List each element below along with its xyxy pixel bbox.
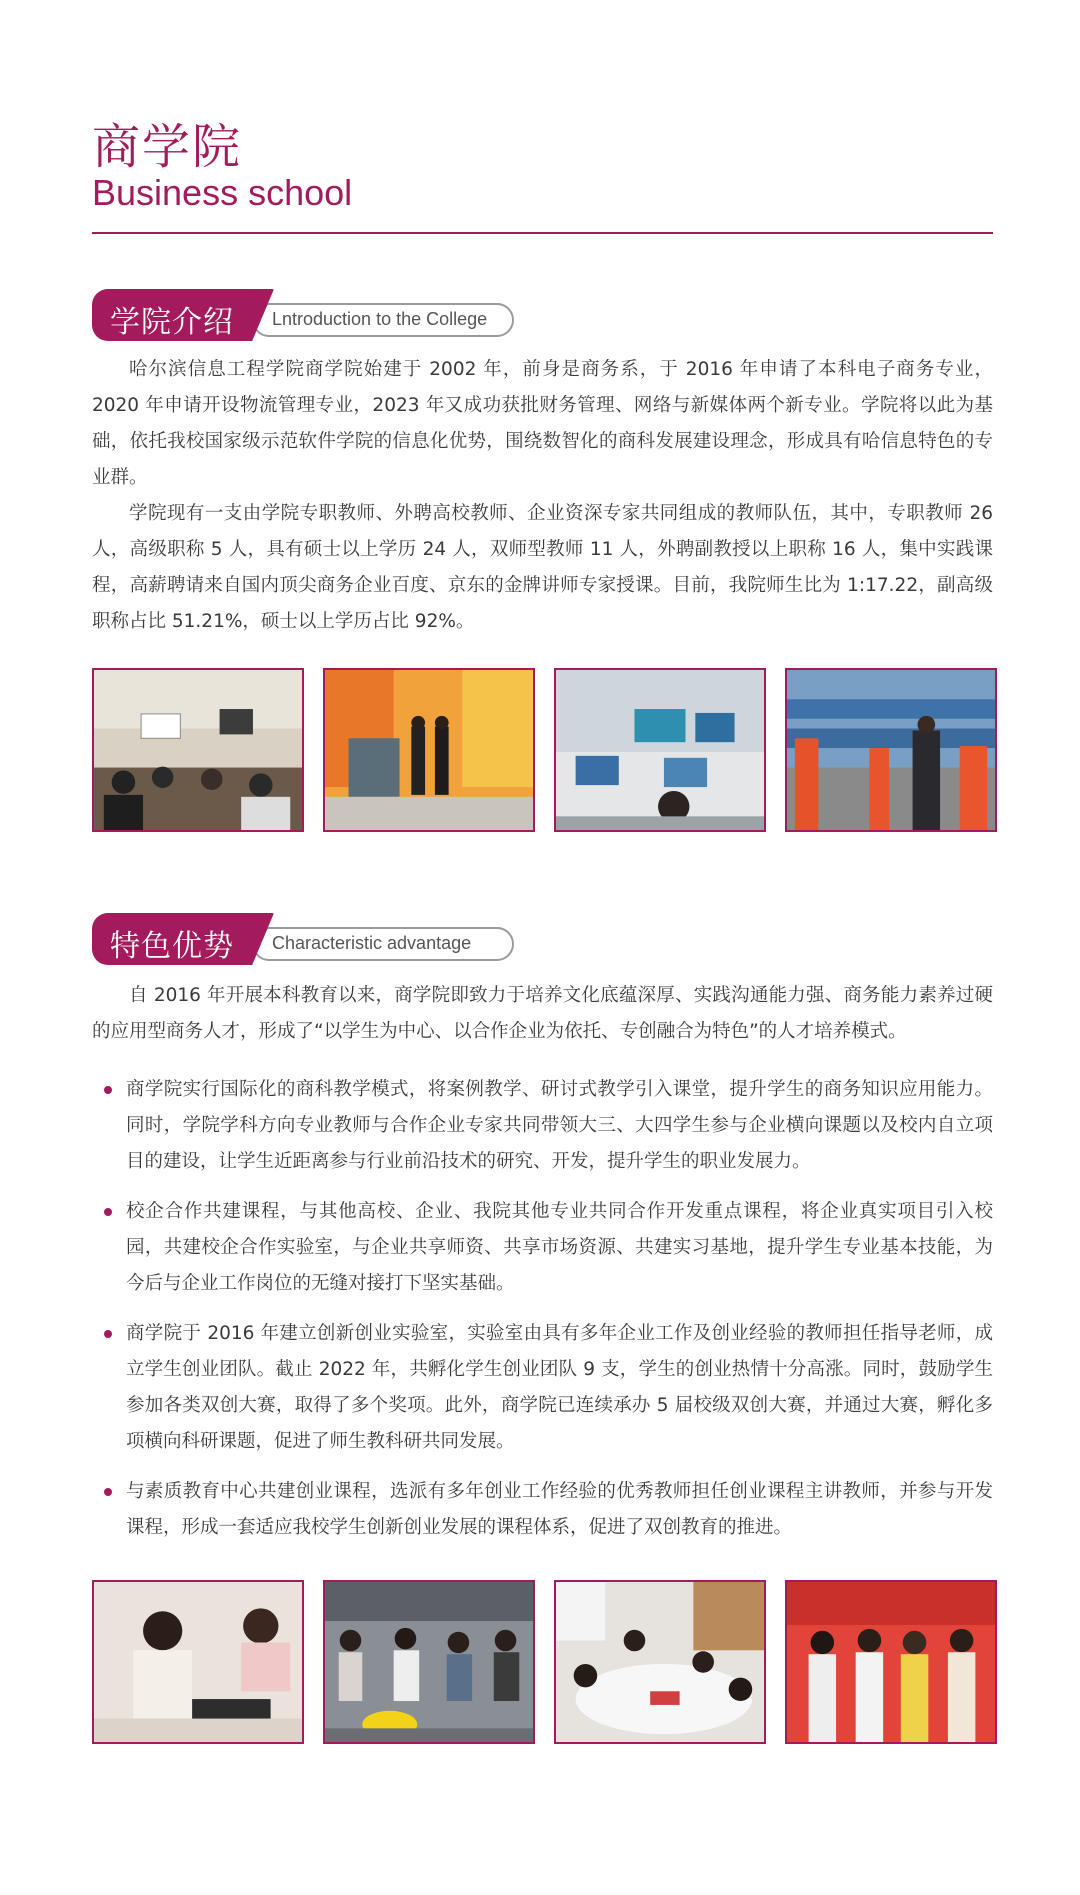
- advantage-lead-paragraph: 自 2016 年开展本科教育以来，商学院即致力于培养文化底蕴深厚、实践沟通能力强、商务能力素养过硬的应用型商务人才，形成了“以学生为中心、以合作企业为依托、专创融合为特色”的人才培养模式。: [92, 985, 993, 1042]
- advantage-bullet-item: [92, 1474, 993, 1546]
- section-tag-en-label: Lntroduction to the College: [272, 309, 488, 329]
- page-title-zh: 商学院: [92, 119, 243, 175]
- advantage-photo-row: [92, 1580, 1000, 1744]
- group-study-photo: [554, 1580, 766, 1744]
- bullet-text: 与素质教育中心共建创业课程，选派有多年创业工作经验的优秀教师担任创业课程主讲教师，并参与开发课程，形成一套适应我校学生创新创业发展的课程体系，促进了双创教育的推进。: [126, 1481, 993, 1538]
- bullet-text: 校企合作共建课程，与其他高校、企业、我院其他专业共同合作开发重点课程，将企业真实项目引入校园，共建校企合作实验室，与企业共享师资、共享市场资源、共建实习基地，提升学生专业基本技能，为今后与企业工作岗位的无缝对接打下坚实基础。: [126, 1201, 993, 1294]
- page-title-en: Business school: [92, 172, 353, 213]
- title-divider: [92, 232, 993, 234]
- student-discussion-photo: [323, 1580, 535, 1744]
- video-wall-photo: [323, 668, 535, 832]
- innovation-center-team-photo: [785, 1580, 997, 1744]
- warehouse-training-photo: [785, 668, 997, 832]
- office-work-photo: [92, 1580, 304, 1744]
- section-header-advantage: [92, 913, 518, 965]
- computer-lab-photo: [554, 668, 766, 832]
- bullet-dot-icon: [104, 1086, 112, 1094]
- bullet-text: 商学院于 2016 年建立创新创业实验室，实验室由具有多年企业工作及创业经验的教师担任指导老师，成立学生创业团队。截止 2022 年，共孵化学生创业团队 9 支，学生的创业热情十分高涨。同时，鼓励学生参加各类双创大赛，取得了多个奖项。此外，商学院已连续承办 5 届校级双创大赛，并通过大赛，孵化多项横向科研课题，促进了师生教科研共同发展。: [126, 1323, 993, 1452]
- bullet-dot-icon: [104, 1330, 112, 1338]
- section-tag-label: 特色优势: [110, 929, 234, 964]
- advantage-bullet-list: [92, 1072, 993, 1560]
- advantage-bullet-item: [92, 1316, 993, 1460]
- section-tag-en-label: Characteristic advantage: [272, 933, 472, 953]
- intro-paragraph-1: 哈尔滨信息工程学院商学院始建于 2002 年，前身是商务系，于 2016 年申请了本科电子商务专业，2020 年申请开设物流管理专业，2023 年又成功获批财务管理、网络与新媒体两个新专业。学院将以此为基础，依托我校国家级示范软件学院的信息化优势，围绕数智化的商科发展建设理念，形成具有哈信息特色的专业群。: [92, 359, 993, 488]
- classroom-photo: [92, 668, 304, 832]
- advantage-bullet-item: [92, 1072, 993, 1180]
- bullet-dot-icon: [104, 1208, 112, 1216]
- intro-paragraph-2: 学院现有一支由学院专职教师、外聘高校教师、企业资深专家共同组成的教师队伍，其中，专职教师 26 人，高级职称 5 人，具有硕士以上学历 24 人，双师型教师 11 人，外聘副教授以上职称 16 人，集中实践课程，高薪聘请来自国内顶尖商务企业百度、京东的金牌讲师专家授课。目前，我院师生比为 1:17.22，副高级职称占比 51.21%，硕士以上学历占比 92%。: [92, 503, 993, 632]
- advantage-bullet-item: [92, 1194, 993, 1302]
- intro-photo-row: [92, 668, 1000, 832]
- section-tag-label: 学院介绍: [110, 305, 234, 340]
- bullet-dot-icon: [104, 1488, 112, 1496]
- section-header-intro: [92, 289, 518, 341]
- bullet-text: 商学院实行国际化的商科教学模式，将案例教学、研讨式教学引入课堂，提升学生的商务知识应用能力。同时，学院学科方向专业教师与合作企业专家共同带领大三、大四学生参与企业横向课题以及校内自立项目的建设，让学生近距离参与行业前沿技术的研究、开发，提升学生的职业发展力。: [126, 1079, 993, 1172]
